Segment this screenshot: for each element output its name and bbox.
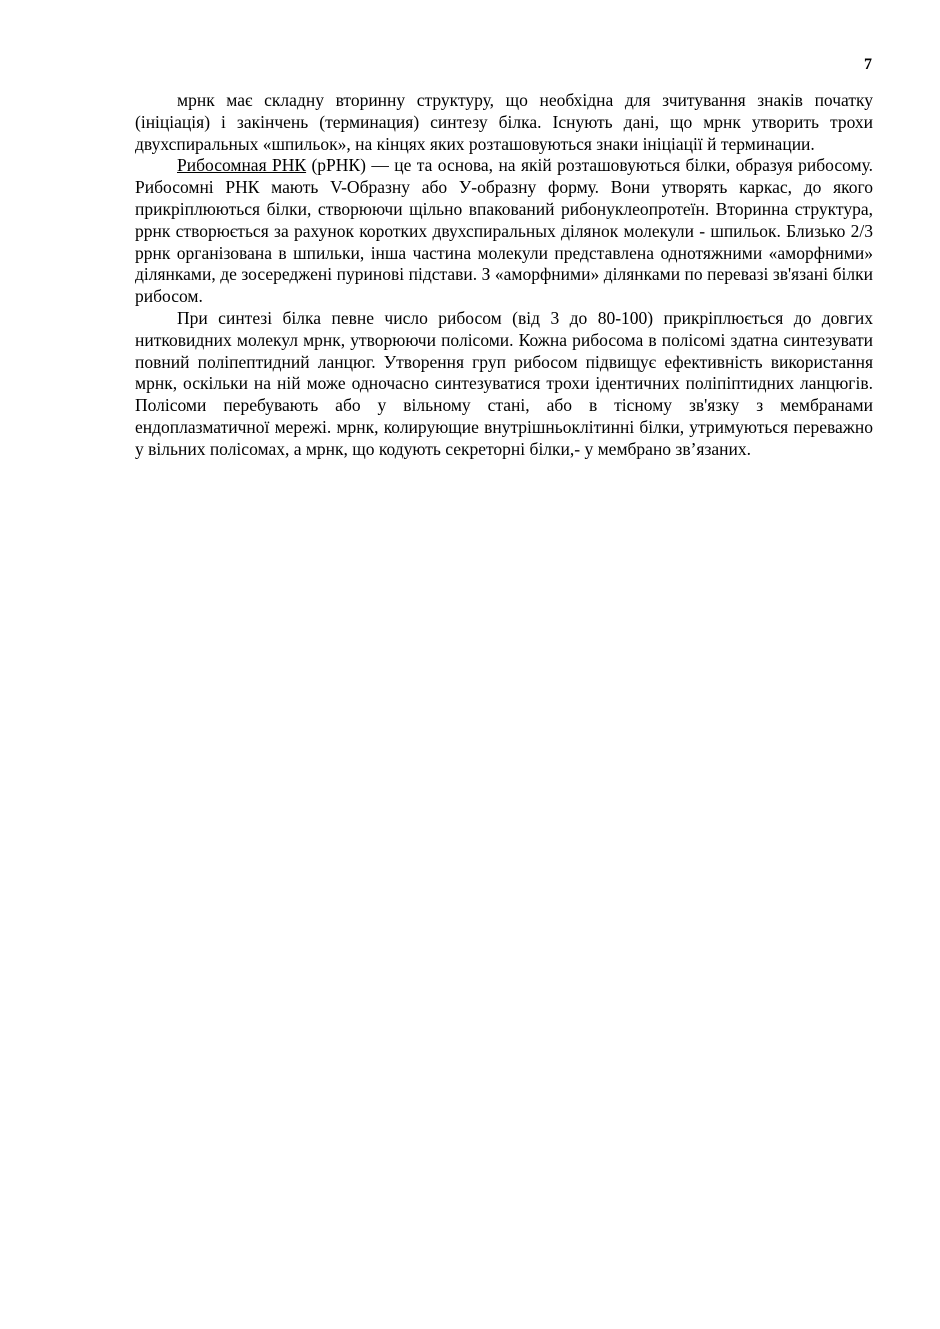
term-ribosomal-rna: Рибосомная РНК — [177, 155, 307, 176]
page-number: 7 — [864, 56, 872, 73]
paragraph-ribosomal-rna — [135, 155, 873, 308]
body-text — [135, 90, 873, 461]
paragraph-polysomes: При синтезі білка певне число рибосом (від 3 до 80-100) прикріплюється до довгих нитковидних молекул мрнк, утворюючи полісоми. Кожна рибосома в полісомі здатна синтезувати повний поліпептидний ланцюг. Утворення груп рибосом підвищує ефективність використання мрнк, оскільки на ній може одночасно синтезуватися трохи ідентичних поліпіптидних ланцюгів. Полісоми перебувають або у вільному стані, або в тісному зв'язку з мембранами ендоплазматичної мережі. мрнк, колирующие внутрішньоклітинні білки, утримуються переважно у вільних полісомах, а мрнк, що кодують секреторні білки,- у мембрано зв’язаних. — [135, 307, 873, 459]
paragraph-mrna-secondary-structure: мрнк має складну вторинну структуру, що необхідна для зчитування знаків початку (ініціація) і закінчень (терминация) синтезу білка. Існують дані, що мрнк утворить трохи двухспиральных «шпильок», на кінцях яких розташовуються знаки ініціації й терминации. — [135, 90, 873, 154]
paragraph-ribosomal-rna-text: (рРНК) — це та основа, на якій розташовуються білки, образуя рибосому. Рибосомні РНК мають V-Образну або У-образну форму. Вони утворять каркас, до якого прикріплюються білки, створюючи щільно впакований рибонуклеопротеїн. Вторинна структура, ррнк створюється за рахунок коротких двухспиральных ділянок молекули - шпильок. Близько 2/3 ррнк організована в шпильки, інша частина молекули представлена однотяжними «аморфними» ділянками, де зосереджені пуринові підстави. З «аморфними» ділянками по перевазі зв'язані білки рибосом. — [135, 155, 873, 307]
